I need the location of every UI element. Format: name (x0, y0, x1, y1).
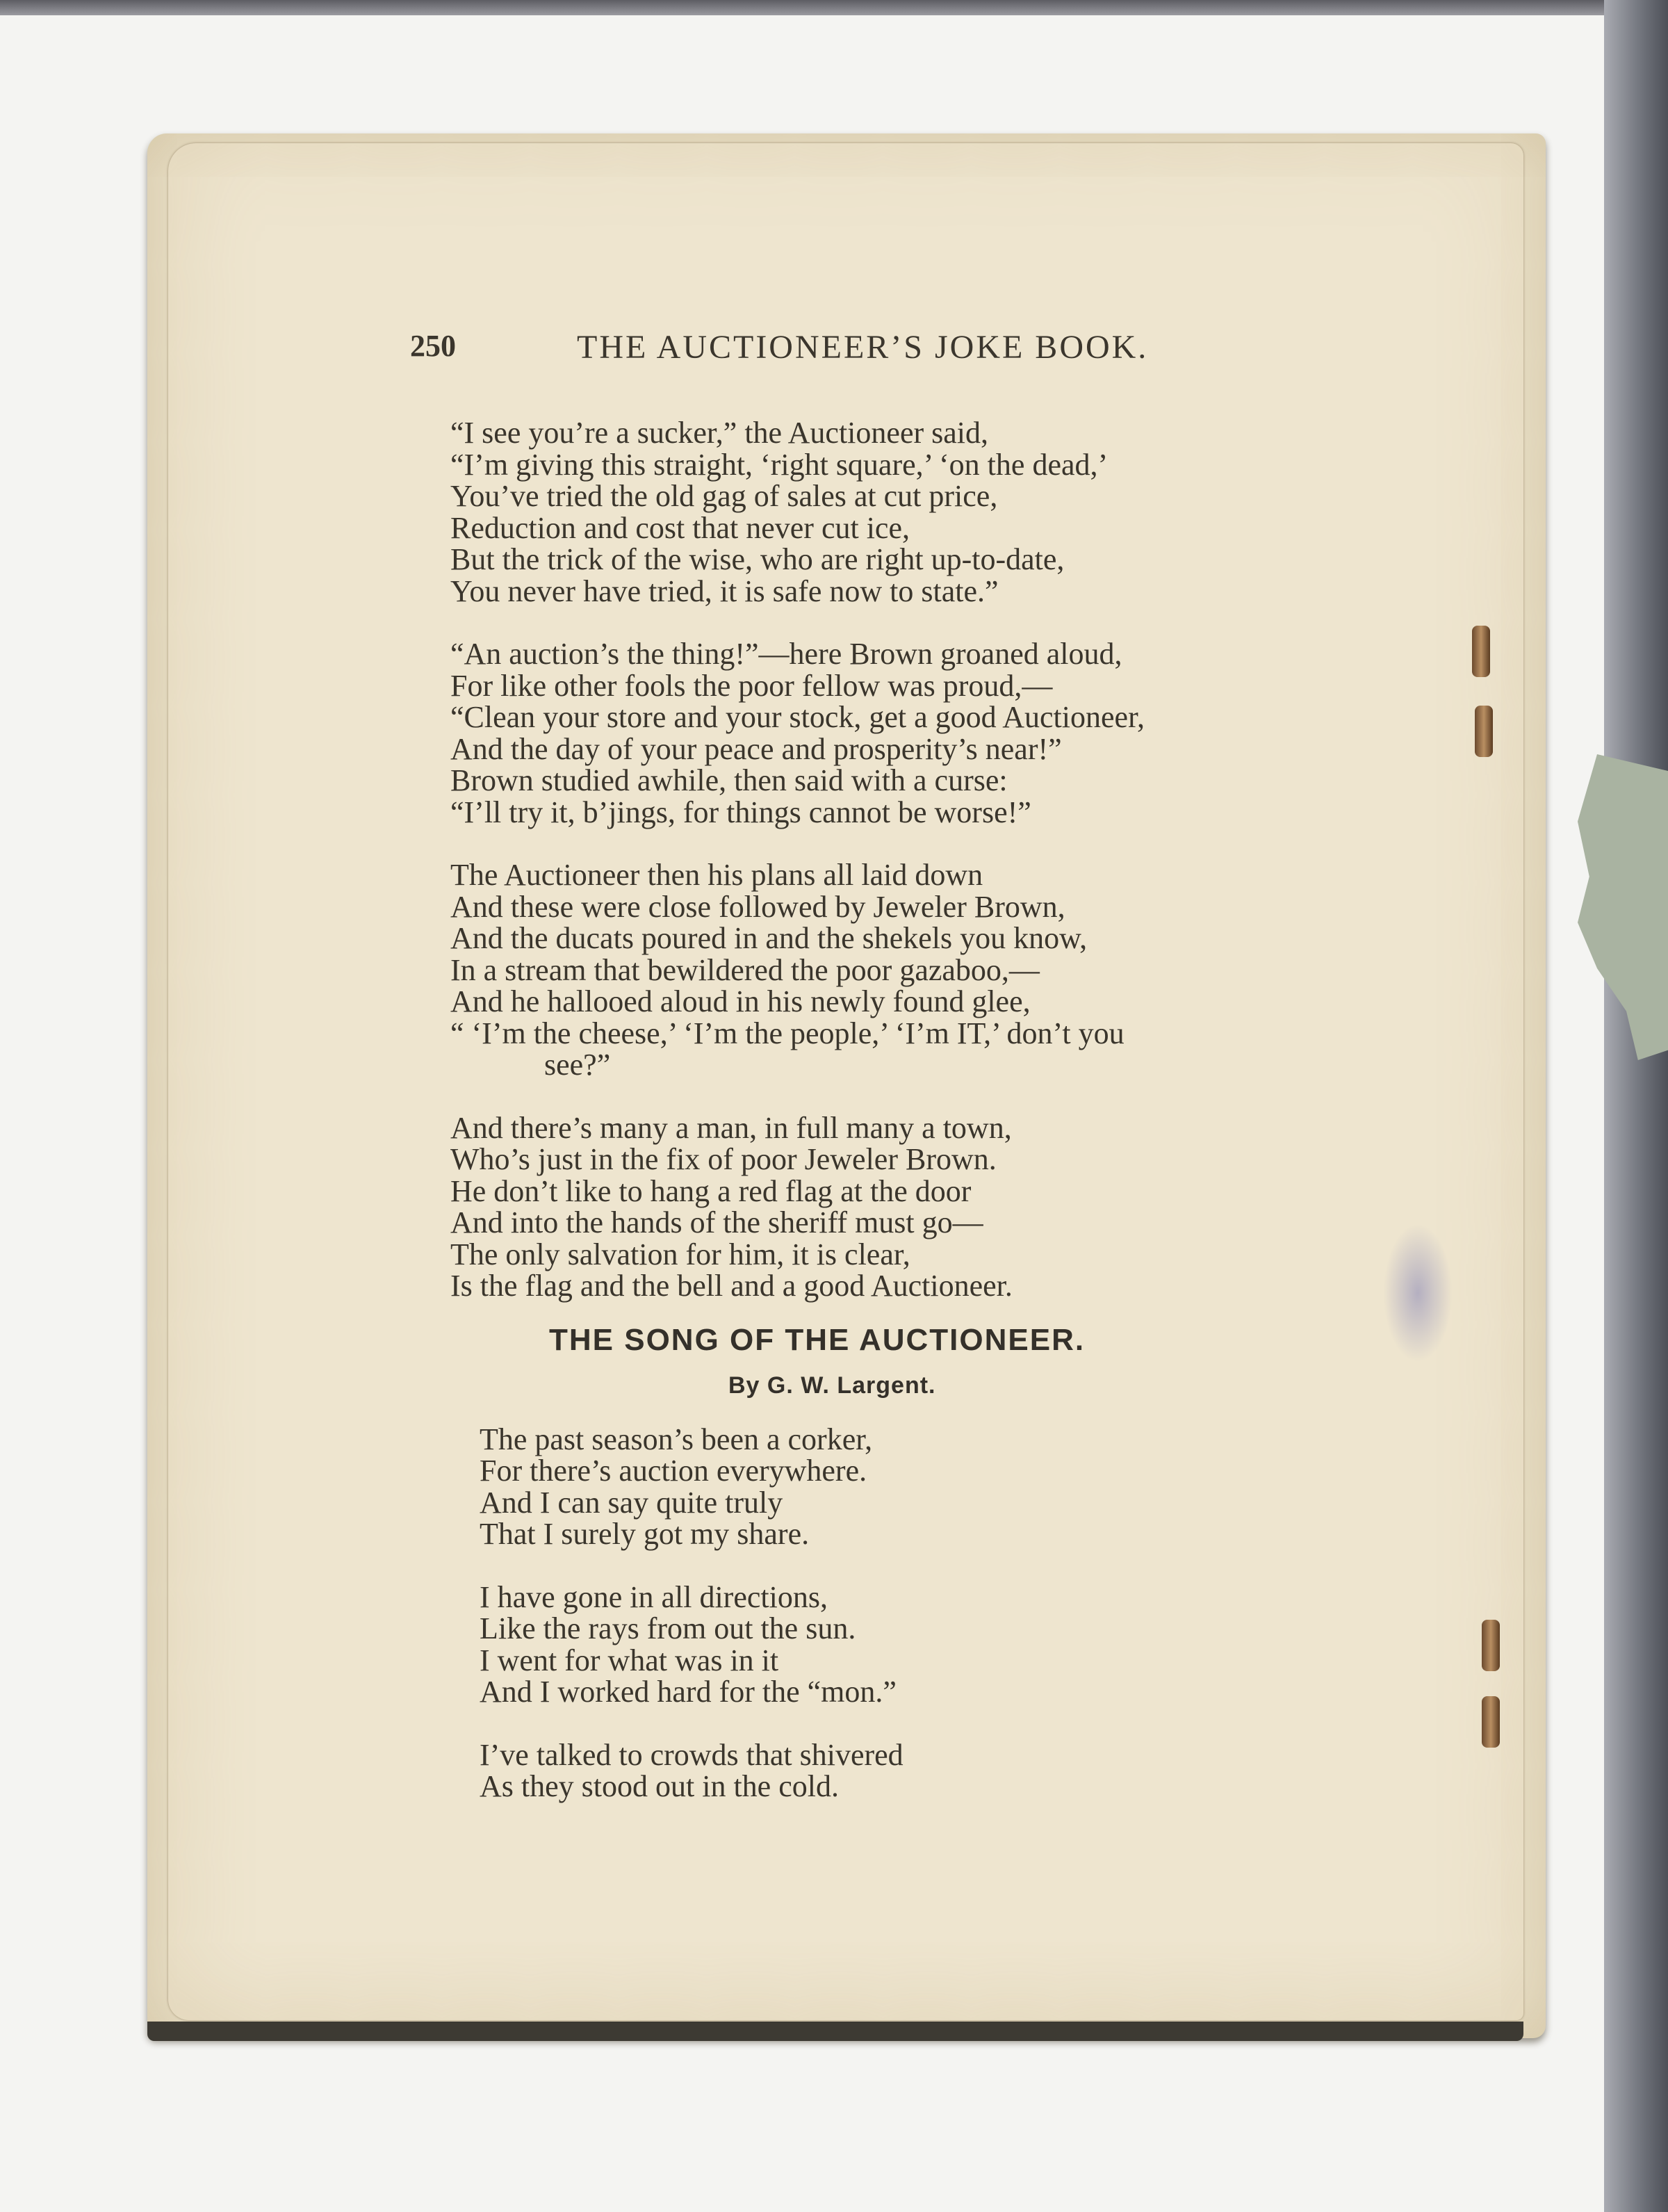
verse-line: “I see you’re a sucker,” the Auctioneer said, (450, 416, 988, 450)
verse-line: The Auctioneer then his plans all laid down (450, 858, 983, 892)
verse-line: “ ‘I’m the cheese,’ ‘I’m the people,’ ‘I’m IT,’ don’t you (450, 1016, 1125, 1050)
verse-line-continuation: see?” (544, 1048, 611, 1082)
page-text (450, 417, 1423, 1834)
verse-line: And I worked hard for the “mon.” (480, 1675, 897, 1709)
verse-line: You never have tried, it is safe now to state.” (450, 574, 999, 608)
verse-line: Is the flag and the bell and a good Auctioneer. (450, 1269, 1013, 1303)
stanza (450, 638, 1423, 828)
verse-line: Who’s just in the fix of poor Jeweler Brown. (450, 1142, 997, 1176)
verse-line: Reduction and cost that never cut ice, (450, 510, 910, 545)
poem-byline: By G. W. Largent. (728, 1372, 936, 1399)
verse-line: But the trick of the wise, who are right up-to-date, (450, 542, 1065, 576)
verse-line: I’ve talked to crowds that shivered (480, 1737, 903, 1772)
verse-line: And I can say quite truly (480, 1485, 783, 1520)
verse-line: “I’ll try it, b’jings, for things cannot be worse!” (450, 795, 1031, 829)
verse-line: For like other fools the poor fellow was proud,— (450, 668, 1053, 703)
verse-line: You’ve tried the old gag of sales at cut price, (450, 479, 998, 513)
page-number: 250 (410, 329, 456, 363)
binding-staple (1475, 706, 1493, 757)
running-title: THE AUCTIONEER’S JOKE BOOK. (577, 329, 1149, 366)
verse-line: For there’s auction everywhere. (480, 1454, 867, 1488)
stanza (480, 1739, 1423, 1803)
verse-line: “An auction’s the thing!”—here Brown groaned aloud, (450, 637, 1122, 671)
verse-line: And he hallooed aloud in his newly found glee, (450, 984, 1031, 1018)
verse-line: And the day of your peace and prosperity’s near!” (450, 731, 1062, 766)
booklet-bottom-edge (147, 2022, 1523, 2041)
verse-line: And the ducats poured in and the shekels you know, (450, 921, 1088, 955)
verse-line: That I surely got my share. (480, 1517, 810, 1551)
stanza (450, 859, 1423, 1081)
stanza (450, 1112, 1423, 1302)
verse-line: In a stream that bewildered the poor gazaboo,— (450, 952, 1040, 987)
verse-line: I went for what was in it (480, 1643, 779, 1677)
poem-title: THE SONG OF THE AUCTIONEER. (549, 1322, 1086, 1357)
binding-staple (1482, 1696, 1500, 1748)
verse-line: As they stood out in the cold. (480, 1769, 839, 1803)
binding-staple (1472, 626, 1490, 677)
verse-line: And these were close followed by Jeweler Brown, (450, 889, 1065, 924)
song-verses (480, 1424, 1423, 1803)
verse-line: And into the hands of the sheriff must go— (450, 1205, 983, 1239)
stanza (480, 1581, 1423, 1708)
page-header (410, 328, 1314, 377)
scanner-right-edge (1604, 0, 1668, 2212)
verse-line: Brown studied awhile, then said with a curse: (450, 763, 1008, 797)
stanza (480, 1424, 1423, 1550)
verse-line: “Clean your store and your stock, get a good Auctioneer, (450, 700, 1145, 734)
verse-line: “I’m giving this straight, ‘right square,’ ‘on the dead,’ (450, 447, 1109, 482)
binding-staple (1482, 1620, 1500, 1671)
scanner-top-edge (0, 0, 1668, 15)
verse-line: The past season’s been a corker, (480, 1422, 873, 1456)
verse-line: I have gone in all directions, (480, 1579, 828, 1614)
verse-line: Like the rays from out the sun. (480, 1611, 856, 1645)
verse-line: And there’s many a man, in full many a town, (450, 1110, 1012, 1145)
verse-line: The only salvation for him, it is clear, (450, 1237, 910, 1271)
verse-line: He don’t like to hang a red flag at the door (450, 1173, 972, 1208)
stanza (450, 417, 1423, 607)
